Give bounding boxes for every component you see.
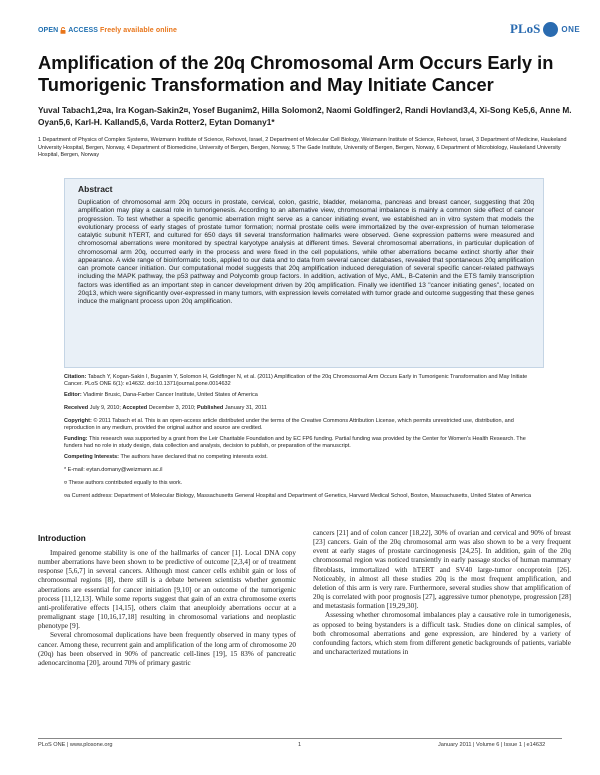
article-title: Amplification of the 20q Chromosomal Arm Occurs Early in Tumorigenic Transformation and May Initiate Cancer [38,52,554,95]
dates [64,405,544,412]
citation-text: Tabach Y, Kogan-Sakin I, Buganim Y, Solomon H, Goldfinger N, et al. (2011) Amplification of the 20q Chromosomal Arm Occurs Early in Tumorigenic Transformation and May Initiate Cancer. PLoS ONE 6(1): e14632. doi:10.1371/journal.pone.0014632 [64,374,528,388]
published-date: January 31, 2011 [224,405,267,411]
competing-text: The authors have declared that no competing interests exist. [120,454,268,460]
current-address: ¤a Current address: Department of Molecular Biology, Massachusetts General Hospital and Department of Genetics, Harvard Medical School, Boston, Massachusetts, United States of America [64,493,532,499]
funding-label: Funding: [64,436,88,442]
access-label: ACCESS [68,27,99,34]
editor-text: Vladimir Brusic, Dana-Farber Cancer Institute, United States of America [83,392,258,398]
equal-contribution-note: ¤ These authors contributed equally to this work. [64,480,183,486]
journal-logo-suffix: ONE [561,24,581,34]
citation-label: Citation: [64,374,87,380]
abstract-heading: Abstract [78,184,113,194]
copyright-text: © 2011 Tabach et al. This is an open-access article distributed under the terms of the Creative Commons Attribution License, which permits unrestricted use, distribution, and reproduction in any medium, provided the original author and source are credited. [64,418,514,432]
received-label: Received [64,405,89,411]
competing-interests [64,454,544,461]
intro-paragraph: cancers [21] and of colon cancer [18,22], 30% of ovarian and cervical and 90% of breast [23] cancers. Gain of the 20q chromosomal arm was also shown to be a very frequent event at early stages of prostate carcinogenesis [24,25]. In addition, gain of the 20q chromosomal region was noticed transiently in early passage stocks of human mammary fibroblasts, immortalized with hTERT and SV40 large-tumor oncoprotein [26]. Noticeably, in almost all these studies 20q is the most frequent amplification, and deletion of this arm is very rare. Furthermore, several studies show that amplification of 20q is correlated with poor prognosis [27], aggressive tumor phenotype, progression [28] and metastasis formation [19,29,30]. [313,529,571,611]
footer-journal: PLoS ONE | www.plosone.org [38,742,113,748]
footer-divider [38,738,562,739]
competing-label: Competing Interests: [64,454,120,460]
copyright-label: Copyright: [64,418,92,424]
introduction-heading: Introduction [38,534,86,543]
intro-paragraph: Impaired genome stability is one of the hallmarks of cancer [1]. Local DNA copy number aberrations have been shown to be predictive of outcome [2,3,4] or of treatment response [5,6,7] in several cancers. Although most cancer cells exhibit gain or loss of chromosomal regions [8], there still is a debate between scientists whether genomic aberrations are essential for cancer initiation [9,10] or an outcome of the tumorigenic process [11,12,13]. While some reports suggest that gain of an extra chromosome exerts anti-proliferative effects [14,15], others claim that aneuploidy aberrations occur at a premalignant stage [10,16,17,18] resulting in chromosomal variations and neoplastic phenotype [9]. [38,549,296,631]
footer-issue: January 2011 | Volume 6 | Issue 1 | e14632 [438,742,546,748]
editor-label: Editor: [64,392,82,398]
funding [64,436,544,450]
published-label: Published [197,405,224,411]
body-column-right [313,529,571,657]
accepted-label: Accepted [122,405,148,411]
availability-text: Freely available online [100,27,178,34]
journal-logo-circle-icon [543,22,558,37]
open-access-badge [38,27,177,34]
author-list: Yuval Tabach1,2¤a, Ira Kogan-Sakin2¤, Yosef Buganim2, Hilla Solomon2, Naomi Goldfinger2, Randi Hovland3,4, Xi-Song Ke5,6, Anne M. Oyan5,6, Karl-H. Kalland5,6, Varda Rotter2, Eytan Domany1* [38,105,572,127]
editor [64,392,544,399]
email: * E-mail: eytan.domany@weizmann.ac.il [64,467,163,473]
body-column-left [38,549,296,668]
intro-paragraph: Assessing whether chromosomal imbalances play a causative role in tumorigenesis, as opposed to being bystanders is a difficult task. Studies done on clinical samples, of both chromosomal aberrations and gene expression, are hindered by a variety of confounding factors, which stem from different genetic backgrounds of patients, variable and uncharacterized mutations in [313,611,571,657]
page-number: 1 [298,742,302,748]
copyright [64,418,544,432]
citation [64,374,544,388]
open-label: OPEN [38,27,59,34]
intro-paragraph: Several chromosomal duplications have been frequently observed in many types of cancer. Among these, recurrent gain and amplification of the long arm of chromosome 20 (20q) has been observed in 90% of pancreatic cell-lines [19], 15 83% of pancreatic adenocarcinoma [20], around 70% of primary gastric [38,631,296,667]
abstract-text: Duplication of chromosomal arm 20q occurs in prostate, cervical, colon, gastric, bladder, melanoma, pancreas and breast cancer, suggesting that 20q amplification may play a causal role in tumorigenesis. According to an alternative view, chromosomal imbalance is mainly a common side effect of cancer progression. To test whether a specific genomic aberration might serve as a cancer initiating event, we established an in vitro system that models the evolutionary process of early stages of prostate tumor formation; normal prostate cells were immortalized by the over-expression of human telomerase catalytic subunit hTERT, and cultured for 650 days till several transformation hallmarks were observed. Gene expression patterns were measured and chromosomal aberrations were monitored by spectral karyotype analysis at different times. Several chromosomal aberrations, in particular duplication of chromosomal arm 20q, occurred early in the process and were fixed in the cell populations, while other aberrations became extinct shortly after their appearance. A wide range of bioinformatic tools, applied to our data and to data from several cancer databases, revealed that spontaneous 20q amplification can promote cancer initiation. Our computational model suggests that 20q amplification induced deregulation of several specific cancer-related pathways including the MAPK pathway, the p53 pathway and Polycomb group factors. In addition, activation of Myc, AML, B-Catenin and the ETS family transcription factors was identified as an important step in cancer development driven by 20q amplification. Finally we identified 13 "cancer initiating genes", located on 20q13, which were significantly over-expressed in many tumors, with expression levels correlated with tumor grade and outcome suggesting that these genes induce the malignant process upon 20q amplification. [78,199,534,306]
accepted-date: December 3, 2010; [148,405,196,411]
journal-logo [510,21,580,37]
open-lock-icon [60,27,66,34]
funding-text: This research was supported by a grant from the Leir Charitable Foundation and by EC FP6 funding. Partial funding was provided by the Center for Women's Health Research. The funders had no role in study design, data collection and analysis, decision to publish, or preparation of the manuscript. [64,436,526,450]
affiliations: 1 Department of Physics of Complex Systems, Weizmann Institute of Science, Rehovot, Israel, 2 Department of Molecular Cell Biology, Weizmann Institute of Science, Rehovot, Israel, 3 Department of Medicine, Haukeland University Hospital, Bergen, Norway, 4 Department of Biomedicine, University of Bergen, Bergen, Norway, 5 The Gade Institute, University of Bergen, Bergen, Norway, 6 Department of Microbiology, Haukeland University Hospital, Bergen, Norway [38,137,567,159]
journal-logo-text: PLoS [510,21,541,36]
received-date: July 9, 2010; [89,405,121,411]
